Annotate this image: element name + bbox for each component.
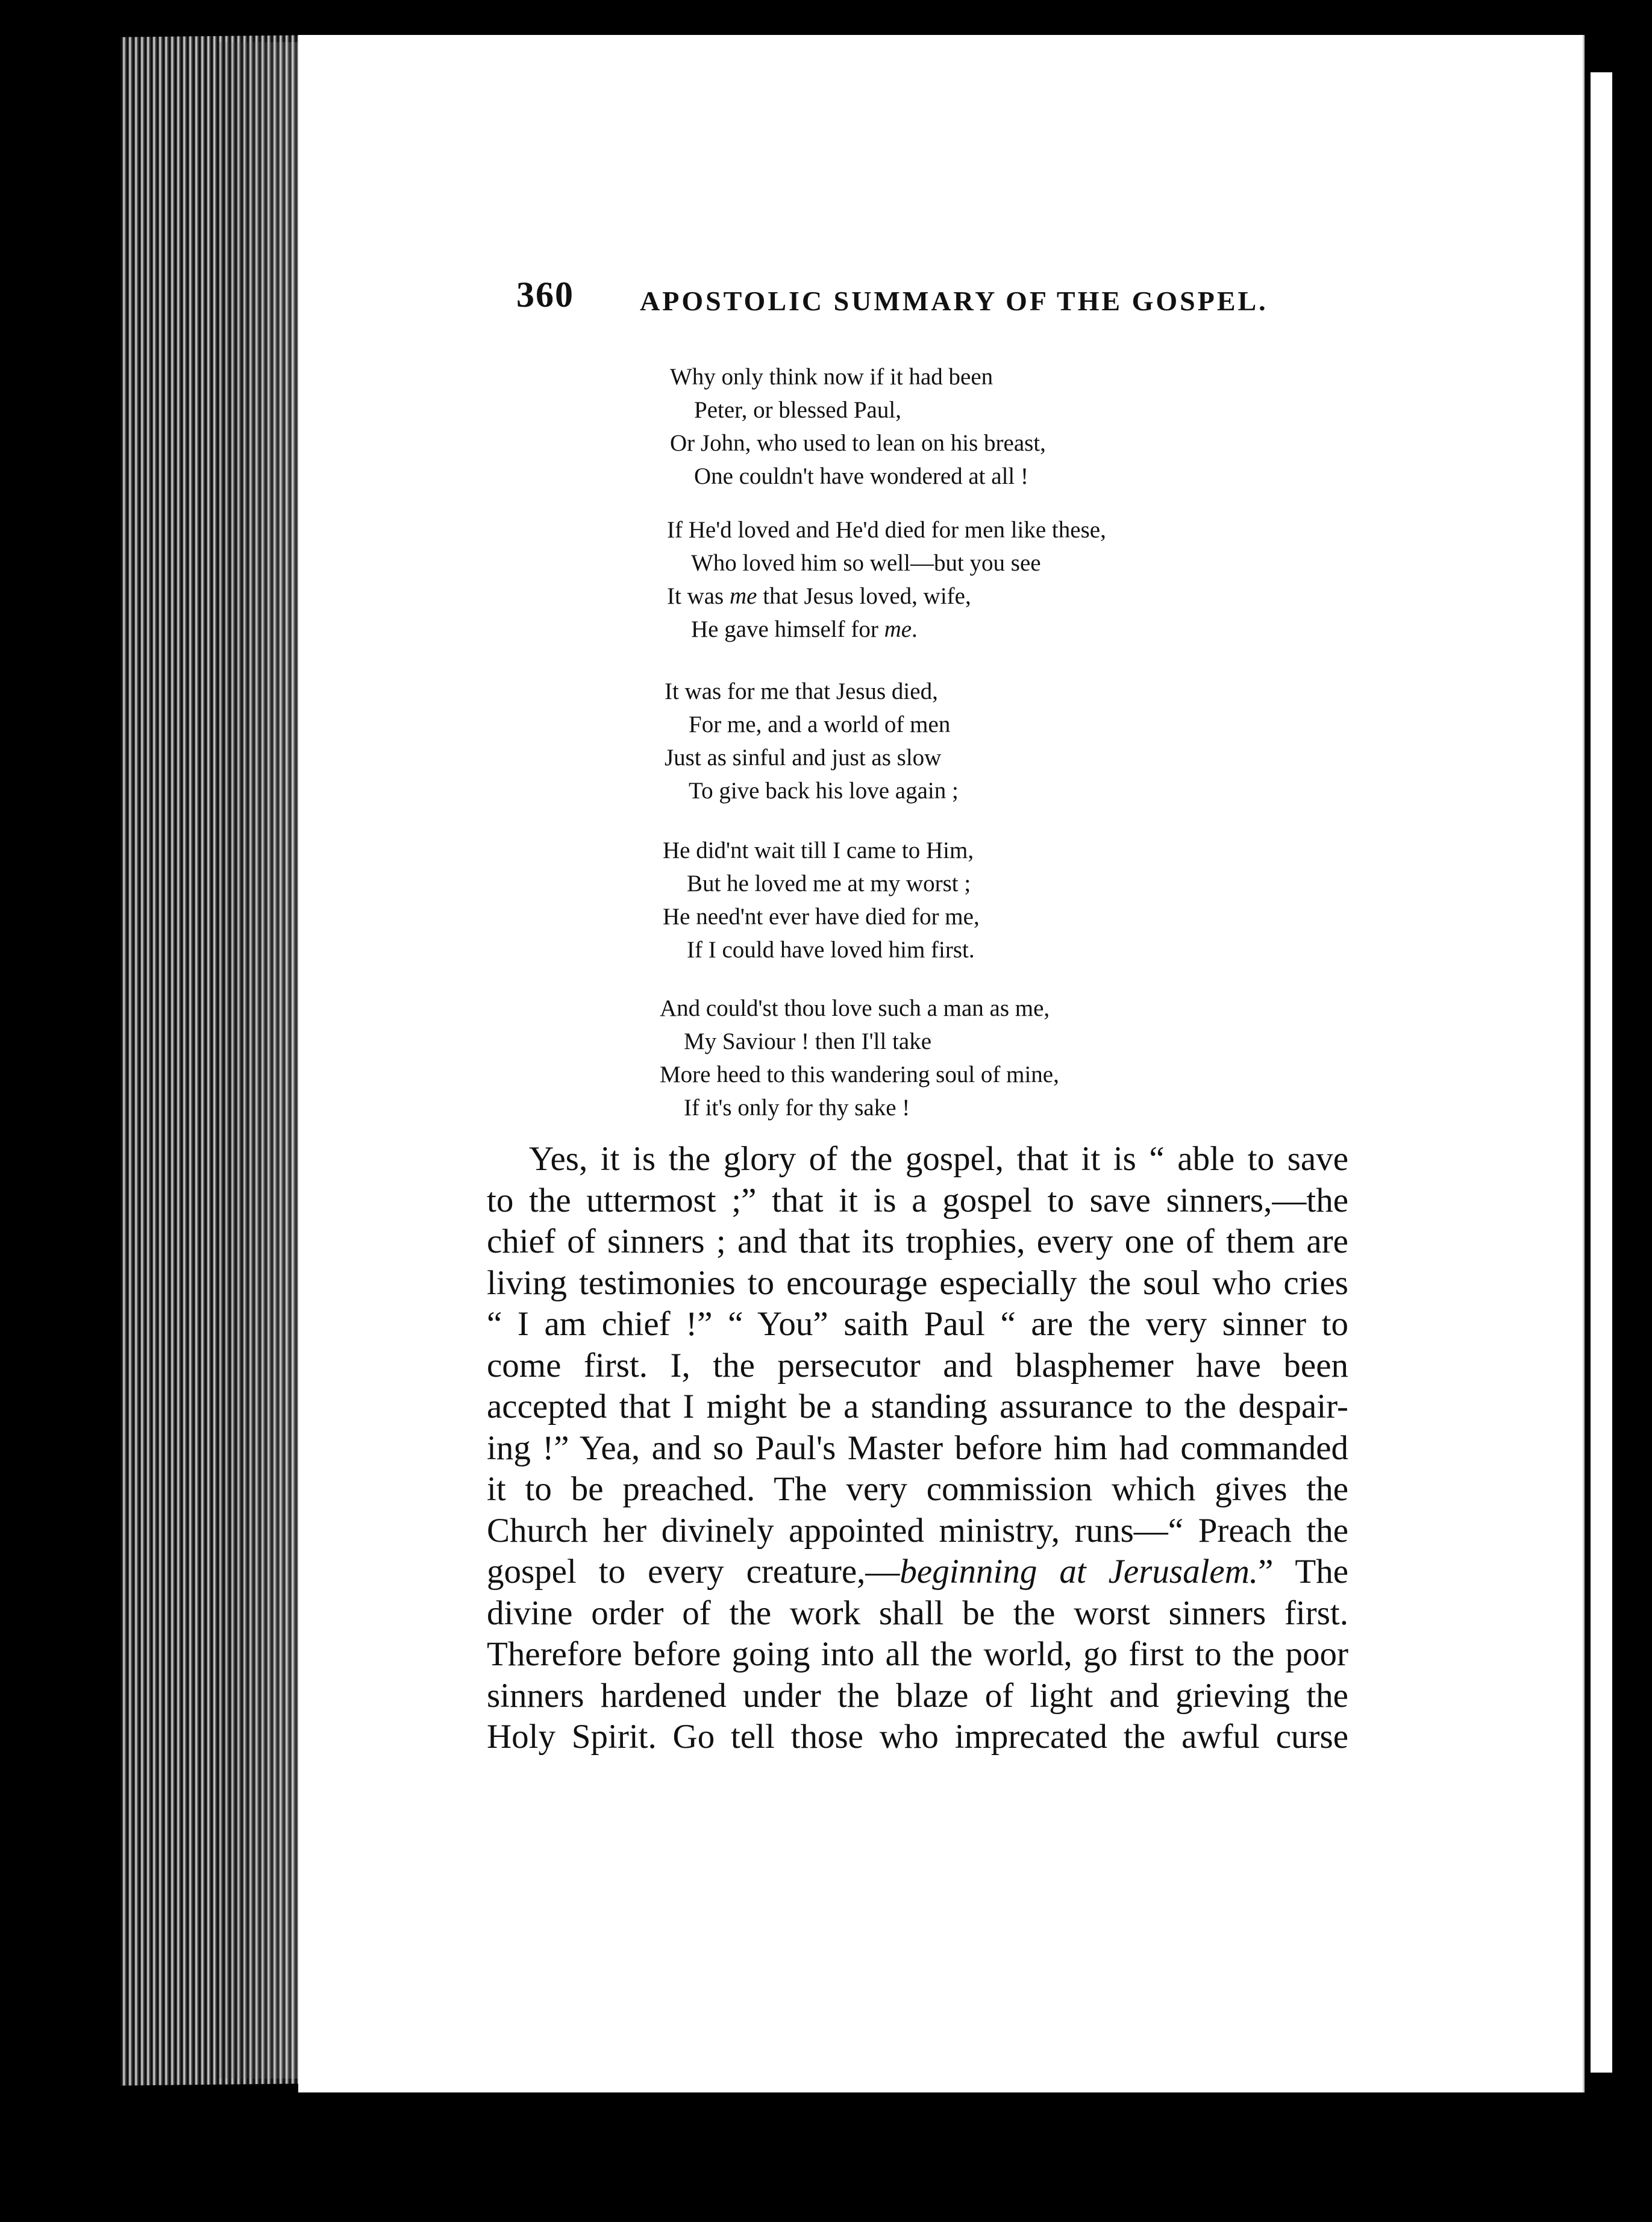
prose-line: chief of sinners ; and that its trophies, every one of them are (487, 1222, 1348, 1260)
stanza (665, 675, 959, 807)
prose-paragraph (487, 1139, 1348, 1758)
poem-line: To give back his love again ; (689, 778, 959, 804)
prose-line: to the uttermost ;” that it is a gospel to save sinners,—the (487, 1181, 1348, 1219)
prose-line: gospel to every creature,—beginning at Jerusalem.” The (487, 1553, 1349, 1591)
stanza (660, 992, 1059, 1124)
prose-line: come first. I, the persecutor and blasphemer have been (487, 1346, 1348, 1385)
stanza (663, 834, 980, 966)
prose-line: it to be preached. The very commission which gives the (487, 1470, 1348, 1508)
poem-line: And could'st thou love such a man as me, (660, 995, 1050, 1021)
running-head: APOSTOLIC SUMMARY OF THE GOSPEL. (640, 286, 1268, 316)
poem-line: If I could have loved him first. (687, 937, 975, 963)
page-number: 360 (516, 275, 574, 315)
poem-line: For me, and a world of men (689, 712, 951, 737)
prose-line: accepted that I might be a standing assurance to the despair- (487, 1388, 1348, 1426)
poem-line: But he loved me at my worst ; (687, 871, 971, 897)
poem-line: Just as sinful and just as slow (665, 745, 942, 771)
poem-line: It was for me that Jesus died, (665, 678, 938, 704)
poem-line: He did'nt wait till I came to Him, (663, 837, 974, 863)
prose-line: Therefore before going into all the world, go first to the poor (487, 1635, 1348, 1673)
prose-line: Church her divinely appointed ministry, runs—“ Preach the (487, 1511, 1348, 1550)
prose-line: sinners hardened under the blaze of light and grieving the (487, 1676, 1348, 1715)
poem-line: If He'd loved and He'd died for men like these, (667, 517, 1106, 543)
poem-line: Who loved him so well—but you see (691, 550, 1041, 576)
poem-line: My Saviour ! then I'll take (684, 1028, 932, 1054)
prose-line: “ I am chief !” “ You” saith Paul “ are the very sinner to (487, 1305, 1348, 1343)
poem-line: He gave himself for me. (691, 616, 918, 642)
poem-line: One couldn't have wondered at all ! (694, 463, 1028, 489)
stanza (670, 360, 1046, 493)
poem-line: Or John, who used to lean on his breast, (670, 430, 1046, 456)
poem-line: Peter, or blessed Paul, (694, 397, 901, 423)
italic-text: me (884, 616, 912, 642)
prose-line: divine order of the work shall be the worst sinners first. (487, 1594, 1348, 1632)
stanza (667, 513, 1106, 646)
scan-border (0, 2097, 1652, 2222)
italic-text: me (729, 583, 757, 609)
italic-text: beginning at Jerusalem. (900, 1553, 1259, 1591)
poem-line: It was me that Jesus loved, wife, (667, 583, 971, 609)
prose-line: living testimonies to encourage especially the soul who cries (487, 1263, 1348, 1302)
poem-line: He need'nt ever have died for me, (663, 904, 980, 930)
prose-line: Holy Spirit. Go tell those who imprecated the awful curse (487, 1718, 1348, 1756)
prose-line: Yes, it is the glory of the gospel, that it is “ able to save (529, 1140, 1348, 1178)
prose-line: ing !” Yea, and so Paul's Master before him had commanded (487, 1429, 1348, 1467)
poem-line: If it's only for thy sake ! (684, 1095, 910, 1121)
poem-line: More heed to this wandering soul of mine, (660, 1062, 1059, 1088)
poem-line: Why only think now if it had been (670, 364, 993, 390)
